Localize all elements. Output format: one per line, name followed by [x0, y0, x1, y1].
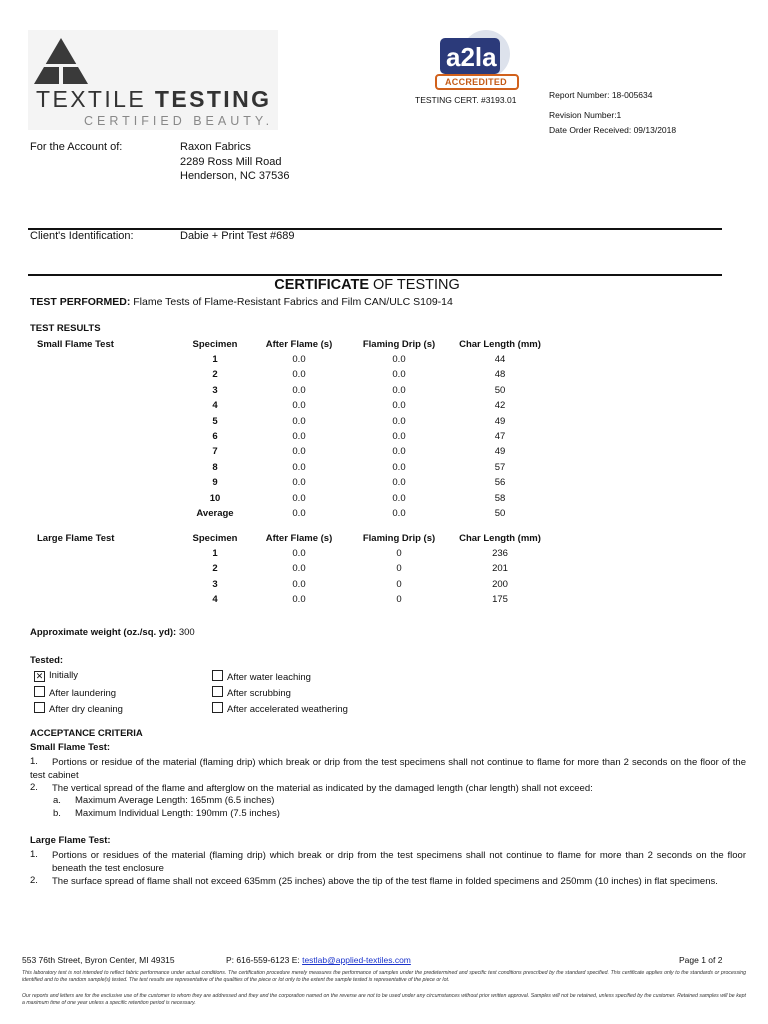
cell-after-flame: 0.0	[292, 492, 306, 504]
small-criteria-2a: Maximum Average Length: 165mm (6.5 inches)	[75, 795, 275, 806]
tested-label: Tested:	[30, 655, 64, 666]
cell-char-length: 49	[494, 446, 506, 458]
checkbox-checked-icon[interactable]: ✕	[35, 671, 44, 681]
cell-flaming-drip: 0.0	[392, 384, 406, 396]
logo-word-textile: TEXTILE	[36, 86, 147, 112]
checkbox-after-scrubbing[interactable]	[212, 686, 291, 699]
cell-specimen: 1	[212, 548, 218, 559]
account-name: Raxon Fabrics	[180, 141, 251, 153]
cell-after-flame: 0.0	[292, 400, 306, 412]
date-order-received: Date Order Received: 09/13/2018	[549, 125, 677, 135]
logo-tagline: CERTIFIED BEAUTY.	[84, 114, 274, 128]
cell-char-length: 42	[494, 400, 506, 412]
cell-after-flame: 0.0	[292, 477, 306, 489]
revision-number: Revision Number:1	[549, 110, 622, 120]
cell-specimen: 2	[212, 369, 218, 381]
column-header-flaming-drip: Flaming Drip (s)	[362, 339, 436, 350]
checkbox-icon[interactable]	[34, 686, 45, 697]
testing-cert-number: TESTING CERT. #3193.01	[415, 95, 517, 105]
cell-char-length: 44	[494, 354, 506, 365]
small-criteria-2: The vertical spread of the flame and afterglow on the material as indicated by the damaged length (char length) shall not exceed:	[52, 783, 593, 794]
cell-char-length: 49	[494, 415, 506, 427]
footer-disclaimer-2: Our reports and letters are for the exclusive use of the customer to whom they are addressed and they and the corporation named on the reverse are not to be used under any circumstances without prior written approval. Samples will not be retained, unless specified by the customer. Retained samples will be kept a maximum time of one year unless a specific retention period is necessary.	[22, 993, 746, 1006]
checkbox-label: After water leaching	[227, 672, 311, 683]
checkbox-icon[interactable]	[212, 686, 223, 697]
cell-specimen: Average	[196, 508, 234, 519]
weight-value: 300	[176, 627, 195, 638]
cell-after-flame: 0.0	[292, 461, 306, 473]
cell-flaming-drip: 0	[396, 594, 402, 606]
criteria-letter: a.	[53, 795, 61, 806]
cell-after-flame: 0.0	[292, 578, 306, 590]
cell-char-length: 175	[492, 594, 508, 606]
criteria-number: 1.	[30, 849, 38, 860]
criteria-number: 1.	[30, 756, 38, 767]
cell-char-length: 200	[492, 578, 508, 590]
logo-word-testing: TESTING	[154, 86, 272, 112]
weight-label: Approximate weight (oz./sq. yd):	[30, 627, 177, 638]
cell-char-length: 47	[494, 431, 506, 442]
cell-specimen: 6	[212, 431, 218, 442]
cell-flaming-drip: 0.0	[392, 446, 406, 458]
svg-text:a2la: a2la	[446, 42, 497, 72]
column-header-specimen: Specimen	[192, 533, 238, 544]
cell-specimen: 8	[212, 461, 218, 473]
cell-char-length: 56	[494, 477, 506, 489]
footer-contact	[226, 955, 411, 965]
small-criteria-1: Portions or residue of the material (flaming drip) which break or drip from the test specimens shall not continue to flame for more than 2 seconds on the floor of the test cabinet	[30, 757, 746, 781]
small-criteria-2b: Maximum Individual Length: 190mm (7.5 inches)	[75, 808, 280, 819]
large-flame-test-label: Large Flame Test	[37, 533, 115, 544]
cell-after-flame: 0.0	[292, 508, 306, 519]
cell-flaming-drip: 0.0	[392, 400, 406, 412]
account-label: For the Account of:	[30, 141, 123, 153]
cell-flaming-drip: 0.0	[392, 369, 406, 381]
criteria-number: 2.	[30, 875, 38, 886]
large-criteria-1: Portions or residues of the material (flaming drip) which break or drip from the test specimens shall not continue to flame for more than 2 seconds on the floor beneath the test enclosure	[52, 850, 746, 874]
test-performed-value: Flame Tests of Flame-Resistant Fabrics and Film CAN/ULC S109-14	[130, 296, 453, 308]
account-address-line2: Henderson, NC 37536	[180, 170, 290, 182]
cell-char-length: 58	[494, 492, 506, 504]
cell-specimen: 5	[212, 415, 218, 427]
cell-after-flame: 0.0	[292, 354, 306, 365]
column-header-specimen: Specimen	[192, 339, 238, 350]
footer-address: 553 76th Street, Byron Center, MI 49315	[22, 955, 175, 965]
criteria-number: 2.	[30, 782, 38, 793]
criteria-letter: b.	[53, 808, 61, 819]
column-header-flaming-drip: Flaming Drip (s)	[362, 533, 436, 544]
checkbox-after-laundering[interactable]	[34, 686, 116, 699]
footer-disclaimer-1: This laboratory test is not intended to reflect fabric performance under actual conditions. The certification procedure merely measures the performance of samples under the predetermined and specific test conditions prescribed by the standard specified. This certificate applies only to the standards or processing identified and to the random sample(s) tested. The test results are representative of the qualities of the piece or lot only to the extent the sample tested is representative of the piece or lot.	[22, 970, 746, 983]
cell-flaming-drip: 0.0	[392, 354, 406, 365]
approximate-weight	[30, 627, 195, 638]
cell-specimen: 7	[212, 446, 218, 458]
cell-after-flame: 0.0	[292, 548, 306, 559]
test-results-heading: TEST RESULTS	[30, 323, 101, 334]
cell-specimen: 4	[212, 594, 218, 606]
cell-specimen: 3	[212, 384, 218, 396]
large-flame-criteria-heading: Large Flame Test:	[30, 835, 111, 846]
checkbox-label: After dry cleaning	[49, 704, 123, 715]
cell-specimen: 1	[212, 354, 218, 365]
checkbox-label: After laundering	[49, 688, 117, 699]
cell-flaming-drip: 0	[396, 563, 402, 575]
checkbox-icon[interactable]	[34, 702, 45, 713]
cell-flaming-drip: 0.0	[392, 431, 406, 442]
page-number: Page 1 of 2	[679, 955, 723, 965]
cell-specimen: 3	[212, 578, 218, 590]
checkbox-label: Initially	[49, 670, 79, 681]
cell-after-flame: 0.0	[292, 446, 306, 458]
cell-char-length: 50	[494, 508, 506, 519]
cell-after-flame: 0.0	[292, 431, 306, 442]
cell-after-flame: 0.0	[292, 563, 306, 575]
column-header-char-length: Char Length (mm)	[459, 339, 541, 350]
small-flame-criteria-heading: Small Flame Test:	[30, 742, 111, 753]
checkbox-initially[interactable]	[34, 670, 78, 682]
checkbox-label: After scrubbing	[227, 688, 291, 699]
cell-char-length: 57	[494, 461, 506, 473]
cell-char-length: 201	[492, 563, 508, 575]
cell-flaming-drip: 0	[396, 548, 402, 559]
cell-char-length: 236	[492, 548, 508, 559]
client-id-value: Dabie + Print Test #689	[180, 230, 295, 242]
accredited-label: ACCREDITED	[444, 77, 507, 87]
cell-after-flame: 0.0	[292, 594, 306, 606]
report-number: Report Number: 18-005634	[549, 90, 653, 100]
account-address-line1: 2289 Ross Mill Road	[180, 156, 282, 168]
cell-specimen: 4	[212, 400, 218, 412]
footer-email-link[interactable]: testlab@applied-textiles.com	[302, 955, 411, 965]
cell-specimen: 10	[209, 492, 221, 504]
checkbox-label: After accelerated weathering	[227, 704, 348, 715]
cell-flaming-drip: 0.0	[392, 492, 406, 504]
checkbox-icon[interactable]	[212, 670, 223, 681]
cell-flaming-drip: 0.0	[392, 477, 406, 489]
cell-char-length: 50	[494, 384, 506, 396]
cell-flaming-drip: 0.0	[392, 415, 406, 427]
cell-after-flame: 0.0	[292, 415, 306, 427]
test-performed-label: TEST PERFORMED:	[30, 296, 131, 308]
large-criteria-2: The surface spread of flame shall not exceed 635mm (25 inches) above the tip of the test flame in folded specimens and 250mm (10 inches) in flat specimens.	[52, 876, 718, 887]
small-flame-test-label: Small Flame Test	[37, 339, 114, 350]
cell-after-flame: 0.0	[292, 384, 306, 396]
footer-phone: P: 616-559-6123 E:	[226, 955, 303, 965]
column-header-char-length: Char Length (mm)	[459, 533, 541, 544]
checkbox-after-accelerated-weathering[interactable]	[212, 702, 348, 715]
cell-char-length: 48	[494, 369, 506, 381]
checkbox-after-dry-cleaning[interactable]	[34, 702, 123, 715]
cell-specimen: 9	[212, 477, 218, 489]
cell-flaming-drip: 0.0	[392, 508, 406, 519]
certificate-title-rest: OF TESTING	[369, 277, 460, 293]
cell-flaming-drip: 0	[396, 578, 402, 590]
cell-specimen: 2	[212, 563, 218, 575]
cell-flaming-drip: 0.0	[392, 461, 406, 473]
checkbox-after-water-leaching[interactable]	[212, 670, 311, 683]
certificate-title-bold: CERTIFICATE	[274, 277, 369, 293]
column-header-after-flame: After Flame (s)	[265, 533, 333, 544]
column-header-after-flame: After Flame (s)	[265, 339, 333, 350]
cell-after-flame: 0.0	[292, 369, 306, 381]
acceptance-criteria-heading: ACCEPTANCE CRITERIA	[30, 728, 143, 739]
client-id-label: Client's Identification:	[30, 230, 134, 242]
checkbox-icon[interactable]	[212, 702, 223, 713]
